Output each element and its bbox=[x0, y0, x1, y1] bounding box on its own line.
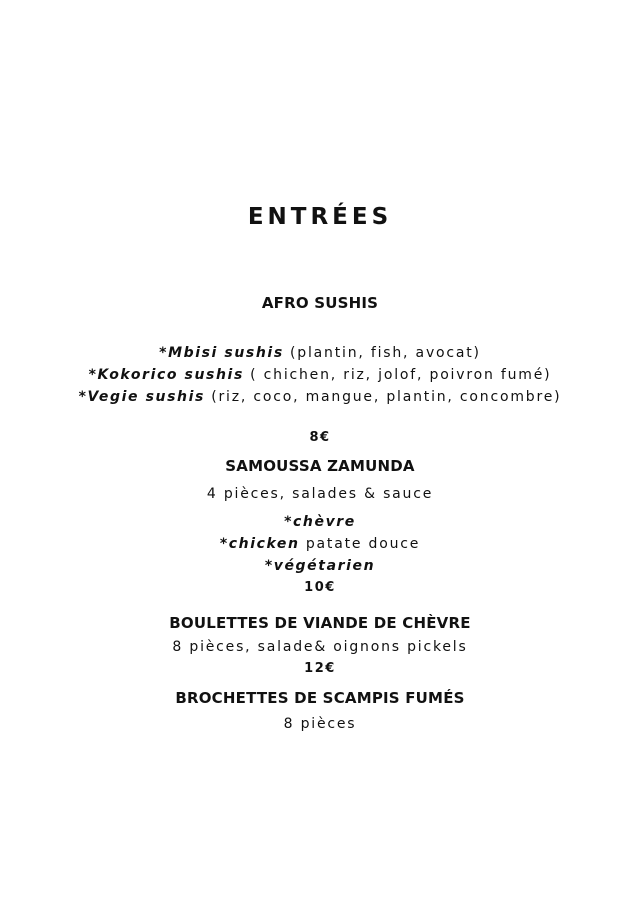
item-details: ( chichen, riz, jolof, poivron fumé) bbox=[243, 367, 552, 383]
option-name: *végétarien bbox=[264, 558, 376, 574]
section-heading-samoussa-zamunda: SAMOUSSA ZAMUNDA bbox=[225, 457, 415, 475]
price-boulettes: 12€ bbox=[304, 661, 336, 676]
item-name: *Vegie sushis bbox=[78, 389, 205, 405]
menu-item-vegie-sushis bbox=[0, 389, 640, 405]
section-heading-brochettes: BROCHETTES DE SCAMPIS FUMÉS bbox=[175, 689, 465, 707]
option-chicken bbox=[0, 536, 640, 552]
section-description-boulettes: 8 pièces, salade& oignons pickels bbox=[172, 639, 468, 655]
option-name: *chicken bbox=[219, 536, 300, 552]
menu-item-mbisi-sushis bbox=[0, 345, 640, 361]
item-name: *Kokorico sushis bbox=[88, 367, 244, 383]
option-details: patate douce bbox=[299, 536, 421, 552]
option-name: *chèvre bbox=[284, 514, 356, 530]
option-vegetarien bbox=[0, 558, 640, 574]
section-description-samoussa: 4 pièces, salades & sauce bbox=[206, 486, 434, 502]
price-samoussa: 10€ bbox=[304, 580, 336, 595]
item-details: (riz, coco, mangue, plantin, concombre) bbox=[204, 389, 562, 405]
menu-item-kokorico-sushis bbox=[0, 367, 640, 383]
option-chevre bbox=[0, 514, 640, 530]
item-name: *Mbisi sushis bbox=[159, 345, 284, 361]
section-heading-boulettes: BOULETTES DE VIANDE DE CHÈVRE bbox=[169, 614, 471, 632]
item-details: (plantin, fish, avocat) bbox=[283, 345, 481, 361]
page-title: ENTRÉES bbox=[247, 204, 393, 230]
price-afro-sushis: 8€ bbox=[309, 430, 331, 445]
section-heading-afro-sushis: AFRO SUSHIS bbox=[261, 294, 379, 312]
section-description-brochettes: 8 pièces bbox=[283, 716, 357, 732]
